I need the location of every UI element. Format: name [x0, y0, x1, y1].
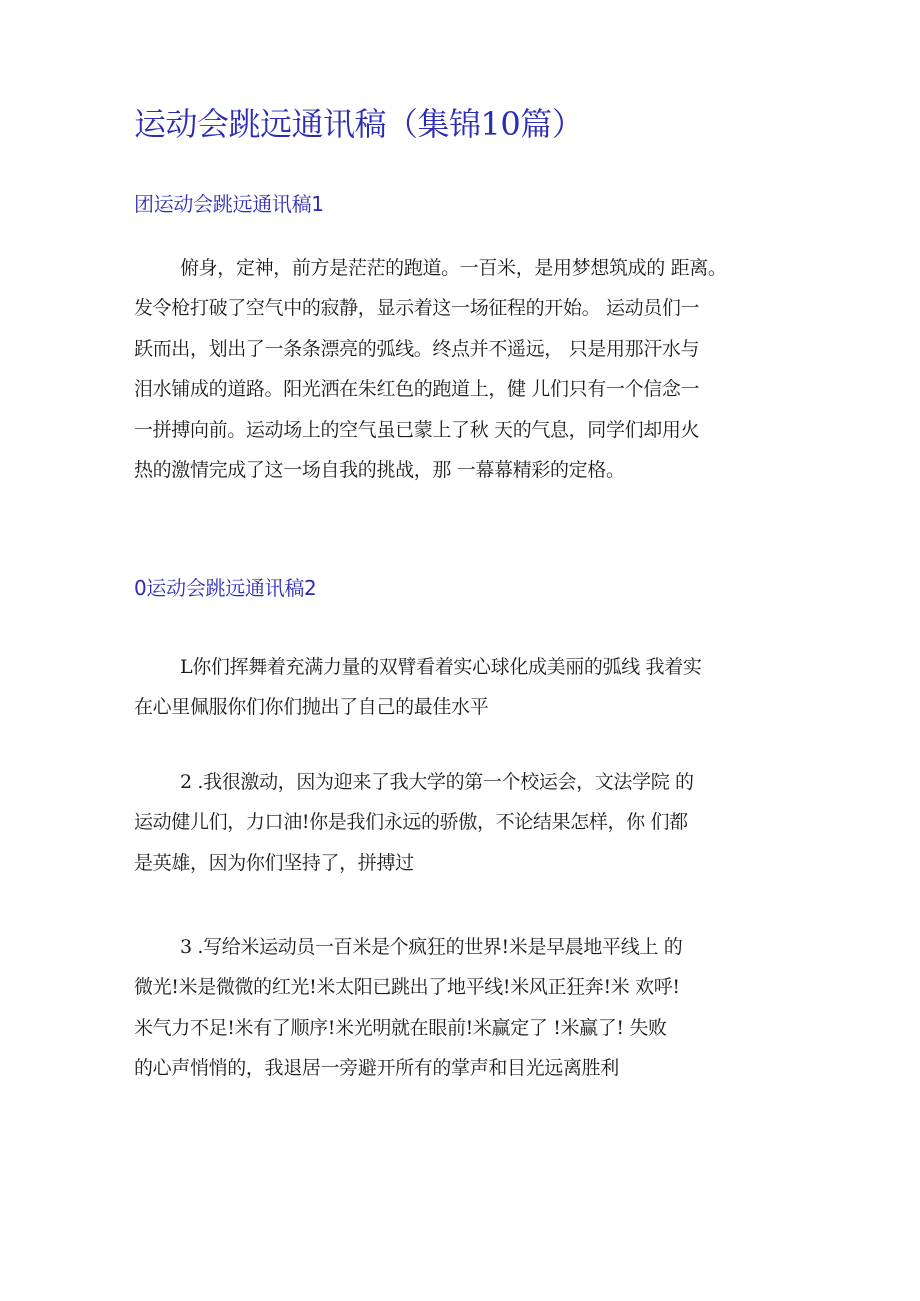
text-line: 米气力不足!米有了顺序!米光明就在眼前!米赢定了 !米赢了! 失败 [134, 1016, 667, 1039]
section-2-paragraph-1 [134, 647, 794, 728]
text-line: 2 .我很激动，因为迎来了我大学的第一个校运会，文法学院 的 [180, 771, 694, 793]
section-1-paragraph-1 [134, 248, 794, 490]
text-line: 微光!米是微微的红光!米太阳已跳出了地平线!米风正狂奔!米 欢呼! [134, 976, 680, 999]
text-line: 是英雄，因为你们坚持了，拼搏过 [134, 851, 414, 874]
section-2-paragraph-2 [134, 762, 794, 883]
text-line: 发令枪打破了空气中的寂静，显示着这一场征程的开始。 运动员们一 [134, 297, 700, 320]
document-title: 运动会跳远通讯稿（集锦10篇） [134, 105, 584, 143]
text-line: 3 .写给米运动员一百米是个疯狂的世界!米是早晨地平线上 的 [180, 936, 683, 958]
text-line: 在心里佩服你们你们抛出了自己的最佳水平 [134, 696, 489, 719]
text-line: 热的激情完成了这一场自我的挑战，那 一幕幕精彩的定格。 [134, 459, 625, 482]
text-line: 俯身，定神，前方是茫茫的跑道。一百米，是用梦想筑成的 距离。 [180, 257, 727, 279]
text-line: 跃而出，划出了一条条漂亮的弧线。终点并不遥远， 只是用那汗水与 [134, 337, 700, 360]
section-heading-1: 团运动会跳远通讯稿1 [134, 192, 324, 216]
section-2-paragraph-3 [134, 927, 794, 1089]
text-line: L你们挥舞着充满力量的双臂看着实心球化成美丽的弧线 我着实 [180, 656, 702, 678]
section-heading-2: 0运动会跳远通讯稿2 [134, 576, 317, 600]
text-line: 一拼搏向前。运动场上的空气虽已蒙上了秋 天的气息，同学们却用火 [134, 418, 700, 441]
text-line: 运动健儿们，力口油!你是我们永远的骄傲，不论结果怎样，你 们都 [134, 811, 688, 834]
text-line: 的心声悄悄的，我退居一旁避开所有的掌声和目光远离胜利 [134, 1057, 619, 1080]
text-line: 泪水铺成的道路。阳光洒在朱红色的跑道上，健 儿们只有一个信念一 [134, 378, 700, 401]
